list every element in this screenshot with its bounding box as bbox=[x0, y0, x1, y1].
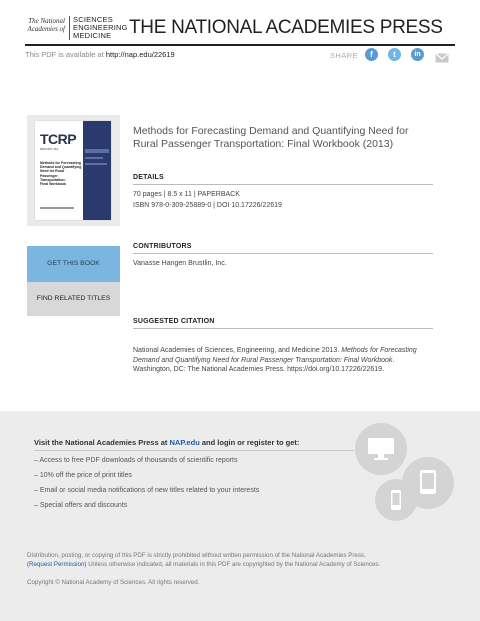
find-related-titles-button[interactable]: FIND RELATED TITLES bbox=[27, 282, 120, 316]
logo-medicine: MEDICINE bbox=[73, 31, 112, 40]
cover-title-line: Transportation: bbox=[40, 177, 66, 182]
tablet-icon bbox=[419, 469, 437, 495]
benefit-item: – Email or social media notifications of new titles related to your interests bbox=[34, 487, 260, 494]
citation-title: Methods for Forecasting Demand and Quantifying Need for Rural Passenger Transportation: Final Workbook bbox=[133, 347, 417, 364]
distribution-notice bbox=[27, 552, 457, 569]
promo-rule bbox=[34, 450, 354, 451]
contributors-value: Vanasse Hangen Brustlin, Inc. bbox=[133, 260, 227, 267]
citation-prefix: National Academies of Sciences, Engineering, and Medicine 2013. bbox=[133, 347, 340, 354]
availability-text bbox=[25, 50, 175, 59]
logo-text-disciplines bbox=[73, 16, 128, 40]
benefit-item: – 10% off the price of print titles bbox=[34, 472, 132, 479]
linkedin-icon[interactable]: in bbox=[411, 48, 424, 61]
nap-link[interactable]: NAP.edu bbox=[169, 438, 200, 447]
publisher-logo[interactable] bbox=[25, 15, 128, 42]
cover-band-stripe bbox=[85, 149, 109, 153]
logo-sciences: SCIENCES bbox=[73, 15, 113, 24]
facebook-icon[interactable]: f bbox=[365, 48, 378, 61]
cover-title-line: Methods for Forecasting bbox=[40, 161, 81, 165]
benefit-item: – Access to free PDF downloads of thousands of scientific reports bbox=[34, 457, 238, 464]
logo-engineering: ENGINEERING bbox=[73, 23, 128, 32]
logo-divider bbox=[69, 16, 70, 40]
visit-prefix: Visit the National Academies Press at bbox=[34, 438, 168, 447]
twitter-icon[interactable]: t bbox=[388, 48, 401, 61]
cover-brand: TCRP bbox=[40, 131, 77, 147]
details-heading: DETAILS bbox=[133, 174, 164, 181]
citation-heading: SUGGESTED CITATION bbox=[133, 318, 215, 325]
logo-text-italic bbox=[25, 17, 65, 33]
header-rule bbox=[25, 44, 455, 46]
copyright-notice-text: Unless otherwise indicated, all materials in this PDF are copyrighted by the National Academy of Sciences. bbox=[86, 560, 381, 568]
citation-suffix: . Washington, DC: The National Academies Press. https://doi.org/10.17226/22619. bbox=[133, 356, 395, 373]
promo-panel bbox=[0, 411, 480, 621]
press-title: THE NATIONAL ACADEMIES PRESS bbox=[129, 17, 443, 38]
copyright-line: Copyright © National Academy of Sciences. All rights reserved. bbox=[27, 579, 200, 586]
details-line-2: ISBN 978-0-309-25889-0 | DOI 10.17226/22619 bbox=[133, 202, 282, 209]
get-this-book-button[interactable]: GET THIS BOOK bbox=[27, 246, 120, 282]
citation-text bbox=[133, 346, 433, 375]
cover-band-stripe bbox=[85, 157, 103, 159]
request-permission-link[interactable]: (Request Permission) bbox=[27, 560, 87, 568]
cover-footer-text bbox=[40, 207, 74, 209]
share-label: SHARE bbox=[330, 51, 358, 60]
distribution-text: Distribution, posting, or copying of this PDF is strictly prohibited without written permission of the National Academies Press. bbox=[27, 552, 366, 559]
book-cover-frame bbox=[27, 115, 120, 226]
cover-title-line: Final Workbook bbox=[40, 182, 67, 187]
cover-report-number: REPORT 161 bbox=[40, 147, 59, 151]
visit-nap-line bbox=[34, 438, 299, 447]
cover-title bbox=[40, 161, 82, 186]
cover-band-stripe bbox=[85, 163, 107, 165]
availability-link[interactable]: http://nap.edu/22619 bbox=[105, 50, 175, 59]
cover-title-line: Demand and Quantifying bbox=[40, 165, 82, 170]
visit-suffix: and login or register to get: bbox=[201, 438, 300, 447]
contributors-rule bbox=[133, 253, 433, 254]
citation-rule bbox=[133, 328, 433, 329]
email-icon[interactable] bbox=[435, 50, 449, 60]
cover-side-band bbox=[83, 121, 111, 220]
benefit-item: – Special offers and discounts bbox=[34, 502, 128, 509]
phone-icon bbox=[390, 489, 402, 511]
logo-line-2: Academies of bbox=[27, 25, 65, 33]
contributors-heading: CONTRIBUTORS bbox=[133, 243, 192, 250]
book-cover[interactable] bbox=[35, 121, 111, 220]
book-title: Methods for Forecasting Demand and Quantifying Need for Rural Passenger Transportation: Final Workbook (2013) bbox=[133, 125, 409, 150]
details-rule bbox=[133, 184, 433, 185]
logo-line-1: The National bbox=[28, 17, 65, 25]
details-line-1: 70 pages | 8.5 x 11 | PAPERBACK bbox=[133, 191, 240, 198]
devices-illustration bbox=[350, 421, 460, 521]
availability-prefix: This PDF is available at bbox=[25, 50, 104, 59]
cover-title-line: Need for Rural Passenger bbox=[40, 169, 65, 178]
desktop-icon bbox=[367, 437, 395, 461]
